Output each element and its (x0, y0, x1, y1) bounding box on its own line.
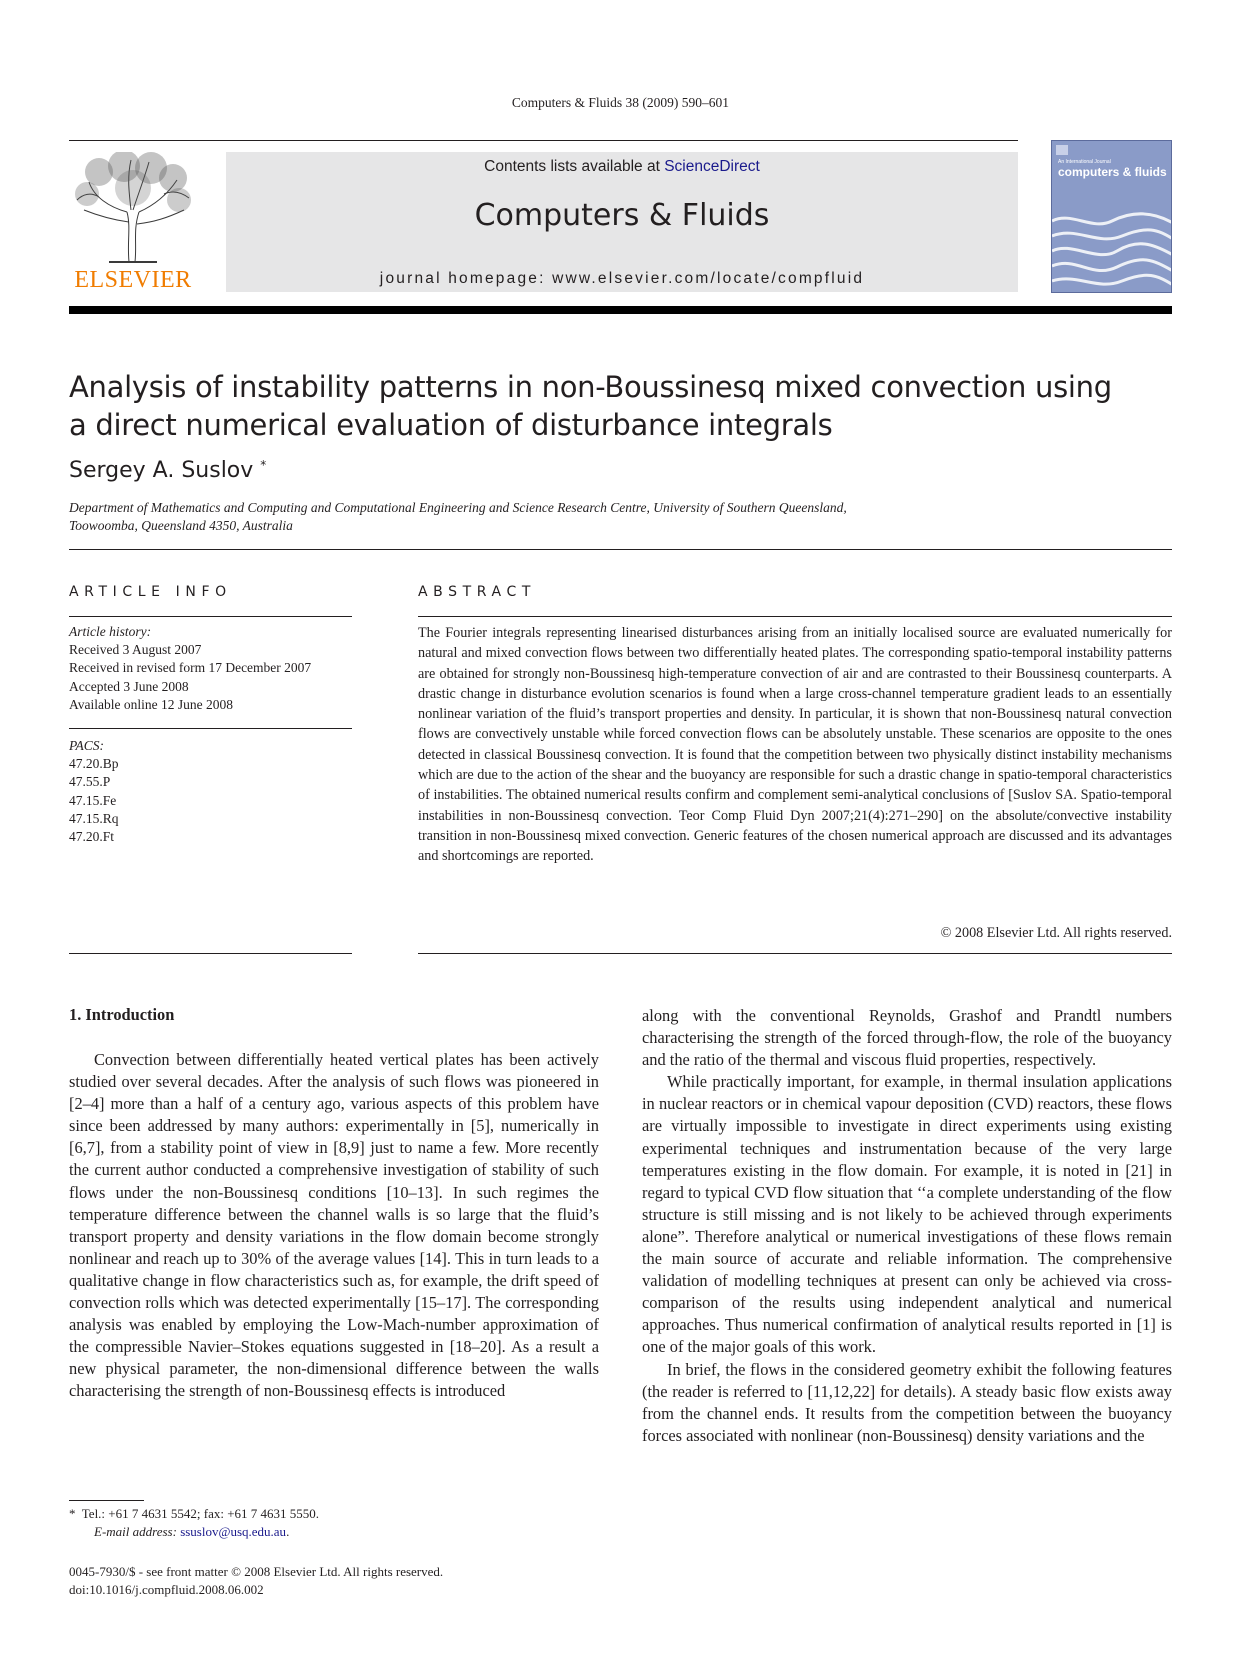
abstract-copyright: © 2008 Elsevier Ltd. All rights reserved. (940, 925, 1172, 941)
affiliation-line-2: Toowoomba, Queensland 4350, Australia (69, 518, 293, 533)
contents-availability (226, 158, 1018, 176)
article-history (69, 623, 352, 714)
publisher-wordmark: ELSEVIER (74, 267, 192, 293)
pacs-item: 47.55.P (69, 774, 111, 790)
affiliation-line-1: Department of Mathematics and Computing and Computational Engineering and Science Research Centre, University of Southern Queensland, (69, 500, 847, 515)
email-link[interactable]: ssuslov@usq.edu.au (180, 1524, 287, 1539)
article-info-heading: ARTICLE INFO (69, 584, 232, 600)
paragraph: along with the conventional Reynolds, Grashof and Prandtl numbers characterising the strength of the forced through-flow, the role of the buoyancy and the ratio of the thermal and viscous fluid properties, respectively. (642, 1006, 1172, 1070)
paragraph: While practically important, for example, in thermal insulation applications in nuclear reactors or in chemical vapour deposition (CVD) reactors, these flows are virtually impossible to investigate in direct experiments using existing experimental techniques and instrumentation because of the very large temperatures existing in the flow domain. For example, it is noted in [21] in regard to typical CVD flow situation that ‘‘a complete understanding of the flow structure is still missing and is not likely to be achieved through experiments alone”. Therefore analytical or numerical investigations of these flows remain the main source of accurate and reliable information. The comprehensive validation of modelling techniques at present can only be achieved via cross-comparison of the results using independent analytical and numerical approaches. Thus numerical confirmation of analytical results reported in [1] is one of the major goals of this work. (642, 1072, 1172, 1357)
author-name (69, 458, 266, 483)
paragraph: In brief, the flows in the considered geometry exhibit the following features (the reader is referred to [11,12,22] for details). A steady basic flow exists away from the channel ends. It results from the competition between the buoyancy forces associated with nonlinear (non-Boussinesq) density variations and the (642, 1359, 1172, 1445)
article-info-rule-middle (69, 728, 352, 729)
pacs-item: 47.20.Bp (69, 756, 119, 772)
corresponding-author-mark[interactable]: * (260, 458, 267, 472)
journal-citation: Computers & Fluids 38 (2009) 590–601 (511, 95, 730, 110)
history-item: Received 3 August 2007 (69, 642, 202, 658)
history-item: Accepted 3 June 2008 (69, 678, 189, 694)
pacs-item: 47.15.Fe (69, 792, 117, 808)
article-info-rule-top (69, 616, 352, 617)
pacs-codes (69, 737, 352, 846)
journal-homepage[interactable]: journal homepage: www.elsevier.com/locate/compfluid (379, 270, 865, 287)
affiliation (69, 499, 1172, 535)
author-text: Sergey A. Suslov (69, 458, 254, 483)
pacs-label: PACS: (69, 738, 105, 753)
footnote-rule (69, 1500, 144, 1501)
footnote-contact-text: Tel.: +61 7 4631 5542; fax: +61 7 4631 5550. (81, 1506, 320, 1521)
doi-line[interactable]: doi:10.1016/j.compfluid.2008.06.002 (69, 1582, 264, 1597)
history-label: Article history: (69, 624, 152, 639)
footnote (69, 1505, 609, 1541)
article-info-rule-bottom (69, 953, 352, 954)
body-right-column (642, 1005, 1172, 1447)
abstract-text: The Fourier integrals representing linearised disturbances arising from an initially localised source are evaluated numerically for natural and mixed convection flows between two differentially heated plates. The corresponding spatio-temporal instability patterns are obtained for strongly non-Boussinesq high-temperature convection of air and are contrasted to their Boussinesq counterparts. A drastic change in disturbance evolution scenarios is found when a large cross-channel temperature gradient leads to an essentially nonlinear variation of the fluid’s transport properties and density. In particular, it is shown that non-Boussinesq natural convection flows are convectively unstable while forced convection flows can be absolutely unstable. These scenarios are opposite to the ones detected in classical Boussinesq convection. It is found that the competition between two physically distinct instability mechanisms which are due to the action of the shear and the buoyancy are responsible for such a drastic change in spatio-temporal characteristics of instabilities. The obtained numerical results confirm and complement semi-analytical conclusions of [Suslov SA. Spatio-temporal instabilities in non-Boussinesq convection. Teor Comp Fluid Dyn 2007;21(4):271–290] on the absolute/convective instability transition in non-Boussinesq mixed convection. Generic features of the chosen numerical approach are discussed and its advantages and shortcomings are reported. (418, 625, 1172, 865)
footnote-contact (69, 1505, 609, 1523)
body-left-column (69, 1049, 599, 1403)
section-heading: 1. Introduction (69, 1005, 175, 1024)
sciencedirect-link[interactable]: ScienceDirect (664, 158, 760, 175)
cover-wave-pattern (1052, 141, 1172, 293)
abstract-rule-top (418, 616, 1172, 617)
history-item: Received in revised form 17 December 2007 (69, 660, 312, 676)
paragraph: Convection between differentially heated vertical plates has been actively studied over several decades. After the analysis of such flows was pioneered in [2–4] more than a half of a century ago, various aspects of this problem have since been addressed by many authors: experimentally in [5], numerically in [6,7], from a stability point of view in [8,9] just to name a few. More recently the current author conducted a comprehensive investigation of stability of such flows under the non-Boussinesq conditions [10–13]. In such regimes the temperature difference between the channel walls is so large that the fluid’s transport property and density variations in the flow domain become strongly nonlinear and reach up to 30% of the average values [14]. This in turn leads to a qualitative change in flow characteristics such as, for example, the drift speed of convection rolls which was detected experimentally [15–17]. The corresponding analysis was enabled by employing the Low-Mach-number approximation of the compressible Navier–Stokes equations suggested in [18–20]. As a result a new physical parameter, the non-dimensional difference between the walls characterising the strength of non-Boussinesq effects is introduced (69, 1050, 599, 1401)
cover-tagline: An International Journal (1058, 159, 1111, 165)
title-line-1: Analysis of instability patterns in non-Boussinesq mixed convection using (69, 370, 1112, 404)
title-line-2: a direct numerical evaluation of disturbance integrals (69, 408, 833, 442)
cover-title: computers & fluids (1058, 165, 1167, 179)
pacs-item: 47.20.Ft (69, 829, 115, 845)
header-thick-rule (69, 306, 1172, 314)
email-suffix: . (286, 1524, 290, 1539)
header-rule (69, 140, 1018, 141)
issn-line: 0045-7930/$ - see front matter © 2008 Elsevier Ltd. All rights reserved. (69, 1564, 444, 1579)
journal-banner (226, 152, 1018, 292)
article-title (69, 368, 1119, 444)
journal-cover-thumbnail (1051, 140, 1172, 293)
abstract-heading: ABSTRACT (418, 584, 536, 600)
elsevier-logo (69, 152, 197, 294)
contents-prefix: Contents lists available at (484, 158, 665, 175)
pacs-item: 47.15.Rq (69, 810, 119, 826)
affiliation-rule (69, 549, 1172, 550)
abstract-rule-bottom (418, 953, 1172, 954)
footnote-email (69, 1523, 609, 1541)
footnote-mark: * (69, 1506, 76, 1521)
page-footer (69, 1563, 669, 1599)
journal-name: Computers & Fluids (474, 198, 770, 233)
email-label: E-mail address: (94, 1524, 181, 1539)
tree-icon (69, 152, 197, 264)
history-item: Available online 12 June 2008 (69, 696, 233, 712)
